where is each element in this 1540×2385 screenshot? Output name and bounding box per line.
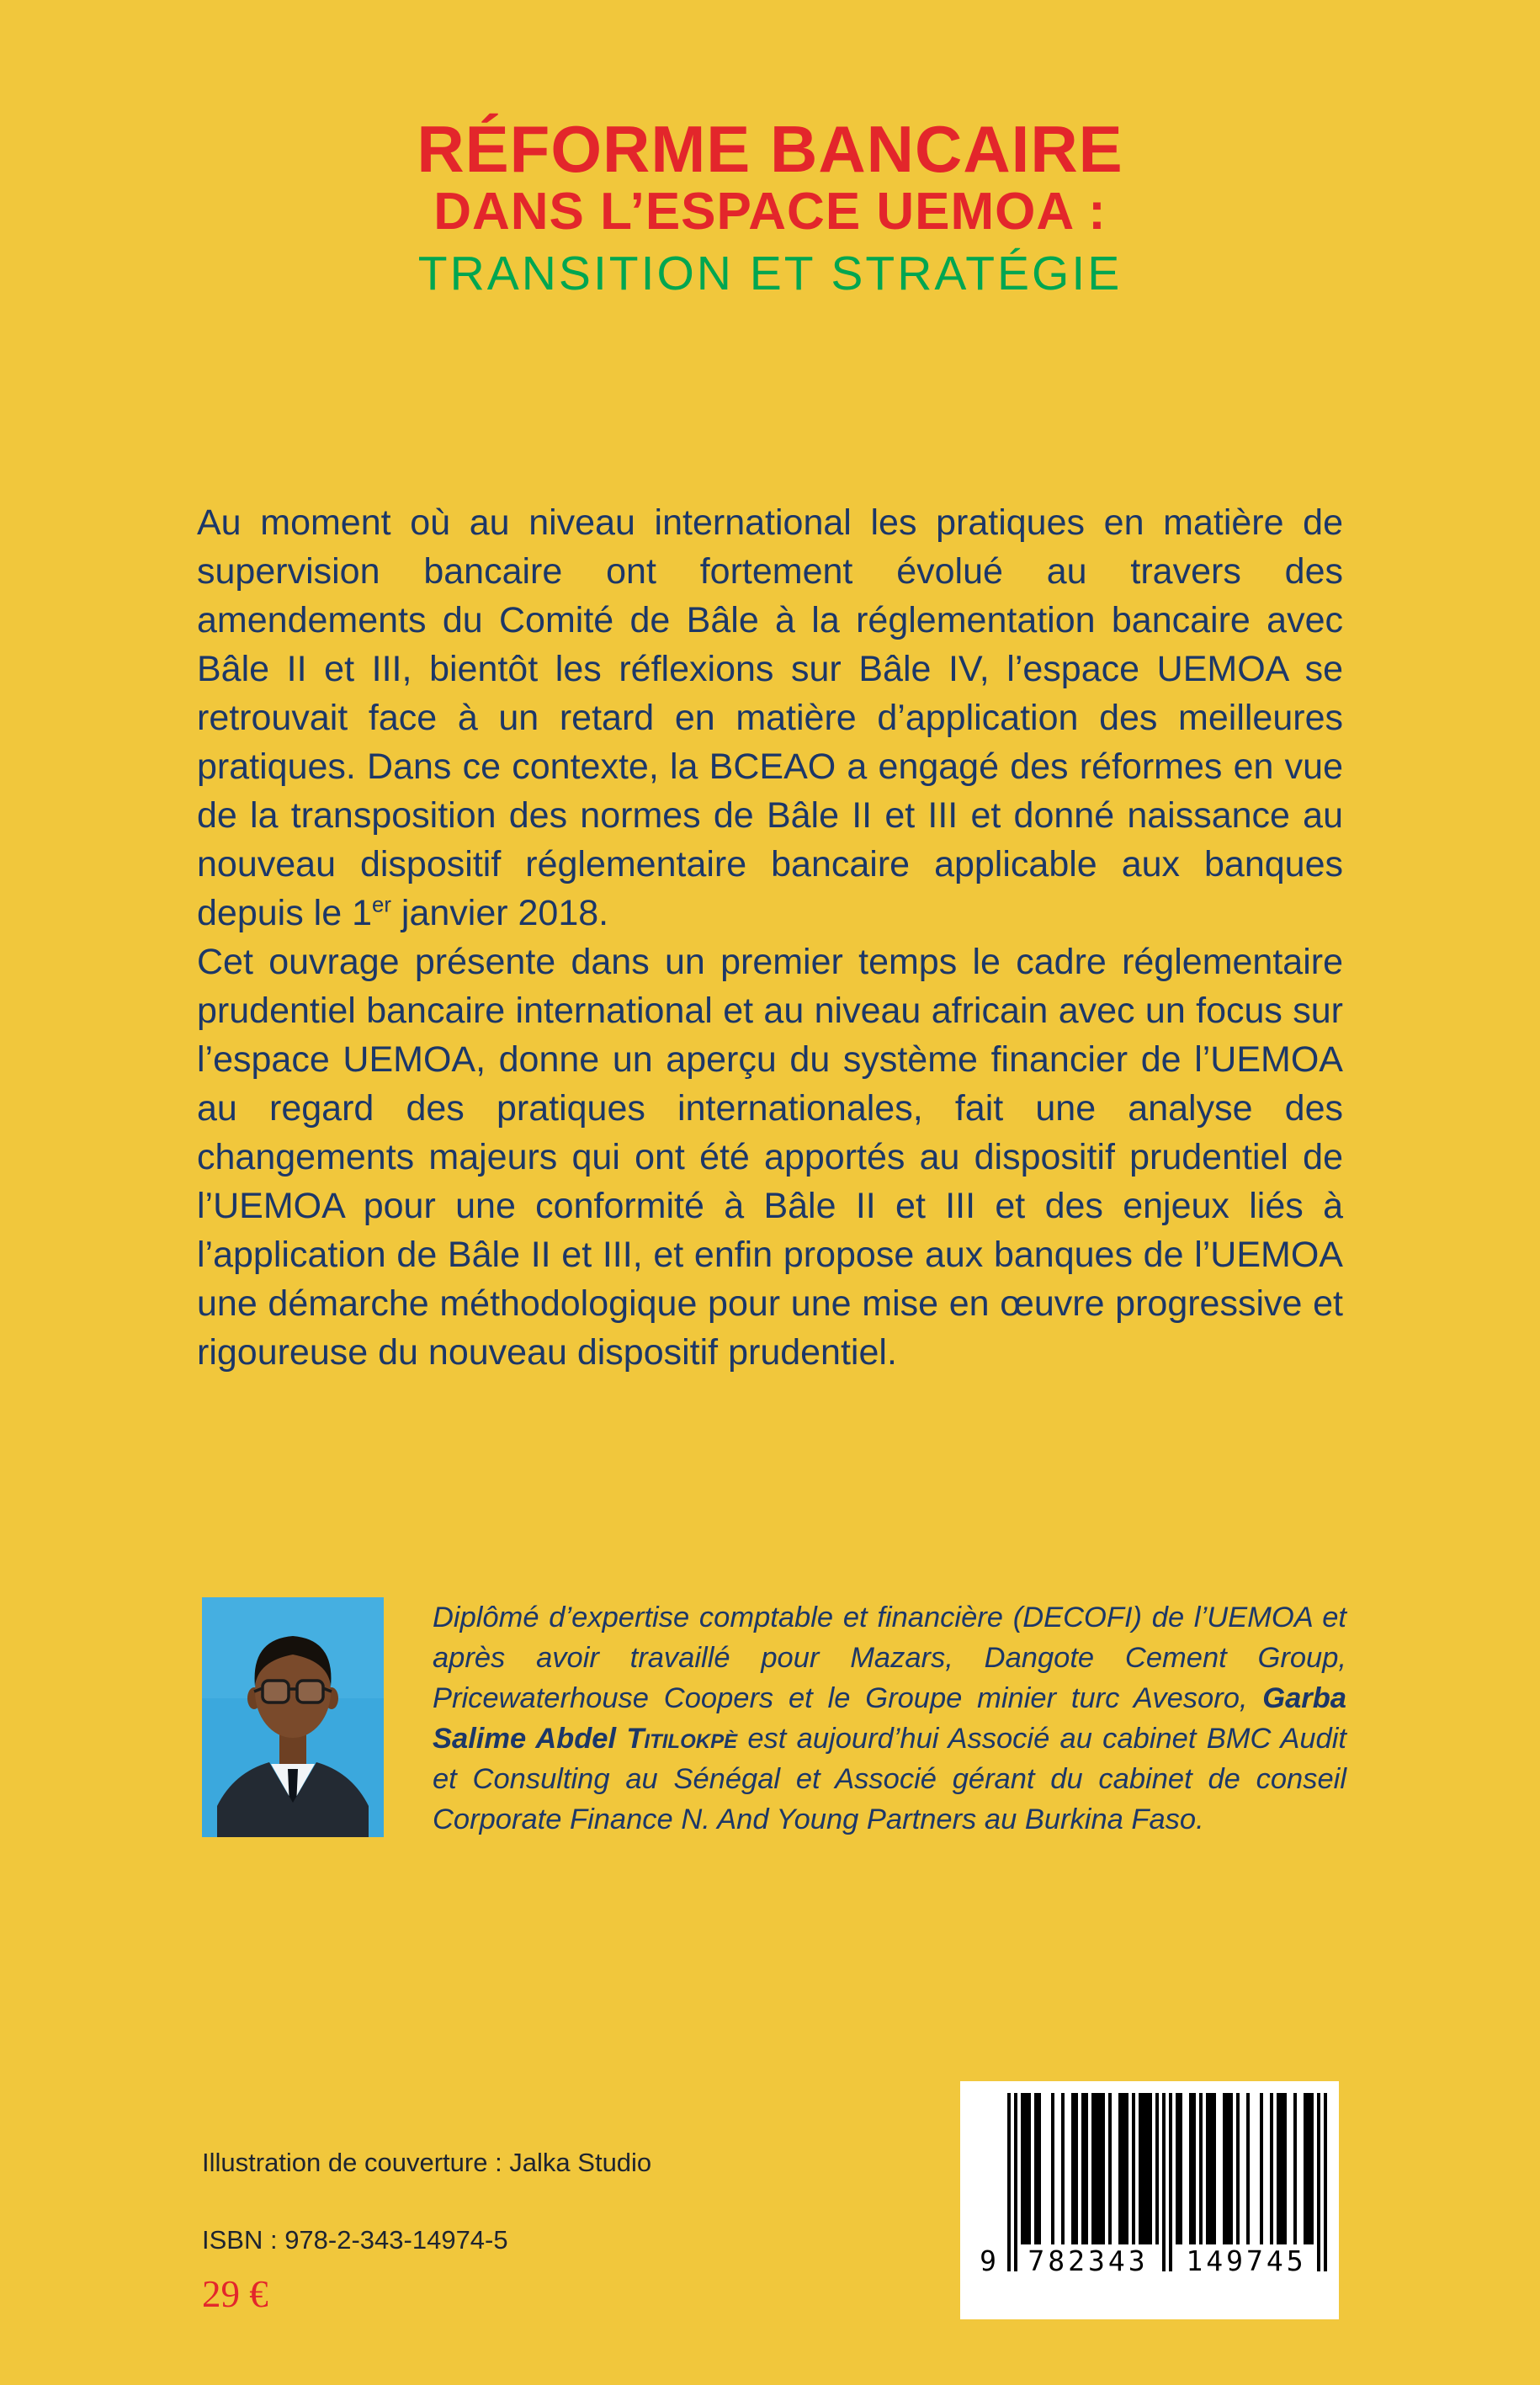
barcode-digits-group-1: 782343 [1028, 2244, 1149, 2277]
synopsis-paragraph-2: Cet ouvrage présente dans un premier temps le cadre réglementaire prudentiel bancaire international et au niveau africain avec un focus sur l’espace UEMOA, donne un aperçu du système financier de l’UEMOA au regard des pratiques internationales, fait une analyse des changements majeurs qui ont été apportés au dispositif prudentiel de l’UEMOA pour une conformité à Bâle II et III et des enjeux liés à l’application de Bâle II et III, et enfin propose aux banques de l’UEMOA une démarche méthodologique pour une mise en œuvre progressive et rigoureuse du nouveau dispositif prudentiel. [197, 942, 1343, 1373]
bio-text-part-1: Diplômé d’expertise comptable et financière (DECOFI) de l’UEMOA et après avoir travaillé pour Mazars, Dangote Cement Group, Pricewaterhouse Coopers et le Groupe minier turc Avesoro, [433, 1602, 1346, 1714]
price-tag: 29 € [202, 2273, 268, 2315]
cover-illustration-credit: Illustration de couverture : Jalka Studio [202, 2148, 652, 2177]
synopsis-paragraph-1 [197, 498, 1343, 938]
author-bio-text [433, 1597, 1346, 1840]
barcode-inner [972, 2093, 1327, 2308]
title-line-1: RÉFORME BANCAIRE [417, 112, 1123, 186]
ordinal-superscript: er [372, 893, 391, 917]
title-block [0, 112, 1540, 301]
title-line-3: TRANSITION ET STRATÉGIE [417, 246, 1123, 300]
author-name-surname: Titilokpè [626, 1723, 738, 1755]
author-bio [202, 1597, 1350, 1840]
isbn-number: ISBN : 978-2-343-14974-5 [202, 2225, 508, 2255]
barcode-digits-group-2: 149745 [1186, 2244, 1307, 2277]
bio-text-part-2: est aujourd’hui Associé au cabinet BMC Audit et Consulting au Sénégal et Associé gérant du cabinet de conseil Corporate Finance N. And Young Partners au Burkina Faso. [433, 1723, 1346, 1835]
author-photo [202, 1597, 384, 1837]
author-portrait-graphic [202, 1597, 384, 1837]
barcode-digit-left: 9 [980, 2244, 996, 2277]
synopsis-paragraph-1-end: janvier 2018. [390, 893, 609, 933]
author-name-first: Garba Salime Abdel [433, 1682, 1346, 1755]
synopsis-paragraph-1-text: Au moment où au niveau international les pratiques en matière de supervision bancaire ont fortement évolué au travers des amendements du Comité de Bâle à la réglementation bancaire avec Bâle II et III, bientôt les réflexions sur Bâle IV, l’espace UEMOA se retrouvait face à un retard en matière d’application des meilleures pratiques. Dans ce contexte, la BCEAO a engagé des réformes en vue de la transposition des normes de Bâle II et III et donné naissance au nouveau dispositif réglementaire bancaire applicable aux banques depuis le 1 [197, 502, 1343, 933]
barcode [960, 2081, 1339, 2319]
synopsis [197, 498, 1343, 1377]
title-line-2: DANS L’ESPACE UEMOA : [433, 182, 1107, 241]
